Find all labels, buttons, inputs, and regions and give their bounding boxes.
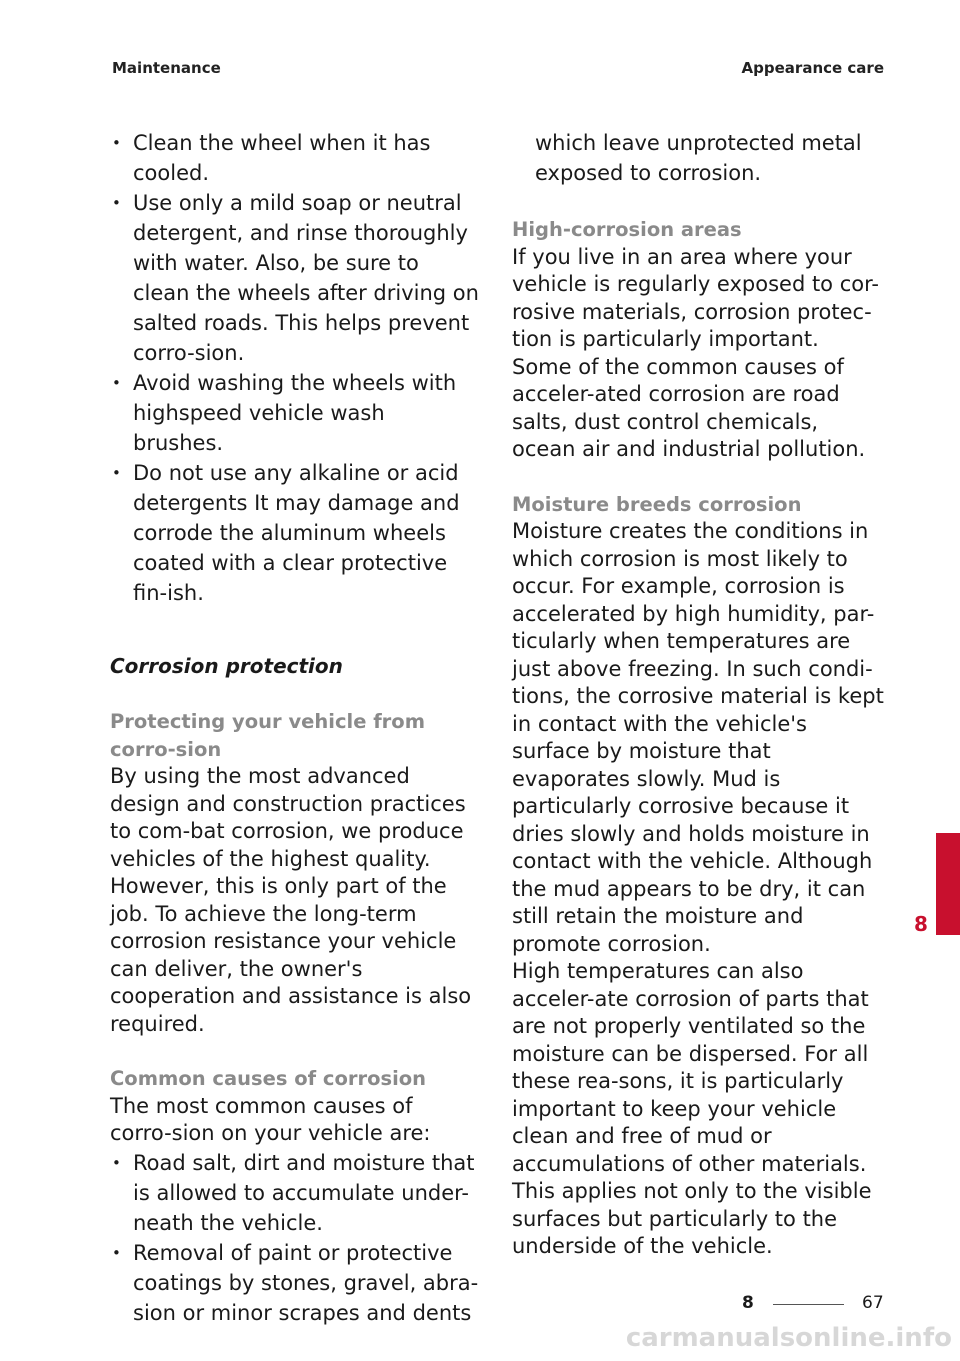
moisture-heading: Moisture breeds corrosion <box>512 492 802 516</box>
causes-text: The most common causes of corro-sion on your vehicle are: <box>110 1093 431 1145</box>
list-item: • Clean the wheel when it has cooled. <box>110 128 480 188</box>
continuation-text: which leave unprotected metal exposed to corrosion. <box>535 131 862 185</box>
list-item: • Road salt, dirt and moisture that is allowed to accumulate under-neath the vehicle. <box>110 1148 480 1238</box>
list-item: • Avoid washing the wheels with highspeed vehicle wash brushes. <box>110 368 480 458</box>
moisture-text-2: High temperatures can also acceler-ate corrosion of parts that are not properly ventilated so the moisture can be dispersed. For all these rea-sons, it is particularly important to keep your vehicle clean and free of mud or accumulations of other materials. This applies not only to the visible surfaces but particularly to the underside of the vehicle. <box>512 959 872 1258</box>
right-column <box>512 128 884 1261</box>
header-chapter-title: Appearance care <box>741 59 884 77</box>
chapter-tab <box>936 833 960 935</box>
high-corrosion-heading: High-corrosion areas <box>512 218 742 241</box>
page-number: 67 <box>862 1293 884 1313</box>
header-section-title: Maintenance <box>112 59 221 77</box>
high-corrosion-text: If you live in an area where your vehicle is regularly exposed to cor-rosive materials, corrosion protec-tion is particularly important. Some of the common causes of acceler-ated corrosion are road salts, dust control chemicals, ocean air and industrial pollution. <box>512 244 879 461</box>
moisture-text-1: Moisture creates the conditions in which corrosion is most likely to occur. For example, corrosion is accelerated by high humidity, par-ticularly when temperatures are just above freezing. In such condi-tions, the corrosive material is kept in contact with the vehicle's surface by moisture that evaporates slowly. Mud is particularly corrosive because it dries slowly and holds moisture in contact with the vehicle. Although the mud appears to be dry, it can still retain the moisture and promote corrosion. <box>512 519 884 956</box>
footer-divider <box>773 1304 844 1305</box>
list-item: • Do not use any alkaline or acid detergents It may damage and corrode the aluminum wheels coated with a clear protective fin-ish. <box>110 458 480 608</box>
list-item: • Use only a mild soap or neutral detergent, and rinse thoroughly with water. Also, be sure to clean the wheels after driving on salted roads. This helps prevent corro-sion. <box>110 188 480 368</box>
chapter-tab-number: 8 <box>914 912 928 936</box>
watermark: carmanualsonline.info <box>625 1323 952 1353</box>
causes-list <box>110 1148 480 1328</box>
protecting-heading: Protecting your vehicle from corro-sion <box>110 710 426 761</box>
causes-heading: Common causes of corrosion <box>110 1067 427 1090</box>
protecting-text: By using the most advanced design and construction practices to com-bat corrosion, we produce vehicles of the highest quality. However, this is only part of the job. To achieve the long-term corrosion resistance your vehicle can deliver, the owner's cooperation and assistance is also required. <box>110 764 472 1036</box>
left-column <box>110 128 480 1328</box>
section-title: Corrosion protection <box>110 654 343 678</box>
list-item: • Removal of paint or protective coatings by stones, gravel, abra-sion or minor scrapes and dents <box>110 1238 480 1328</box>
wheel-care-list <box>110 128 480 608</box>
footer-chapter-number: 8 <box>742 1293 754 1313</box>
